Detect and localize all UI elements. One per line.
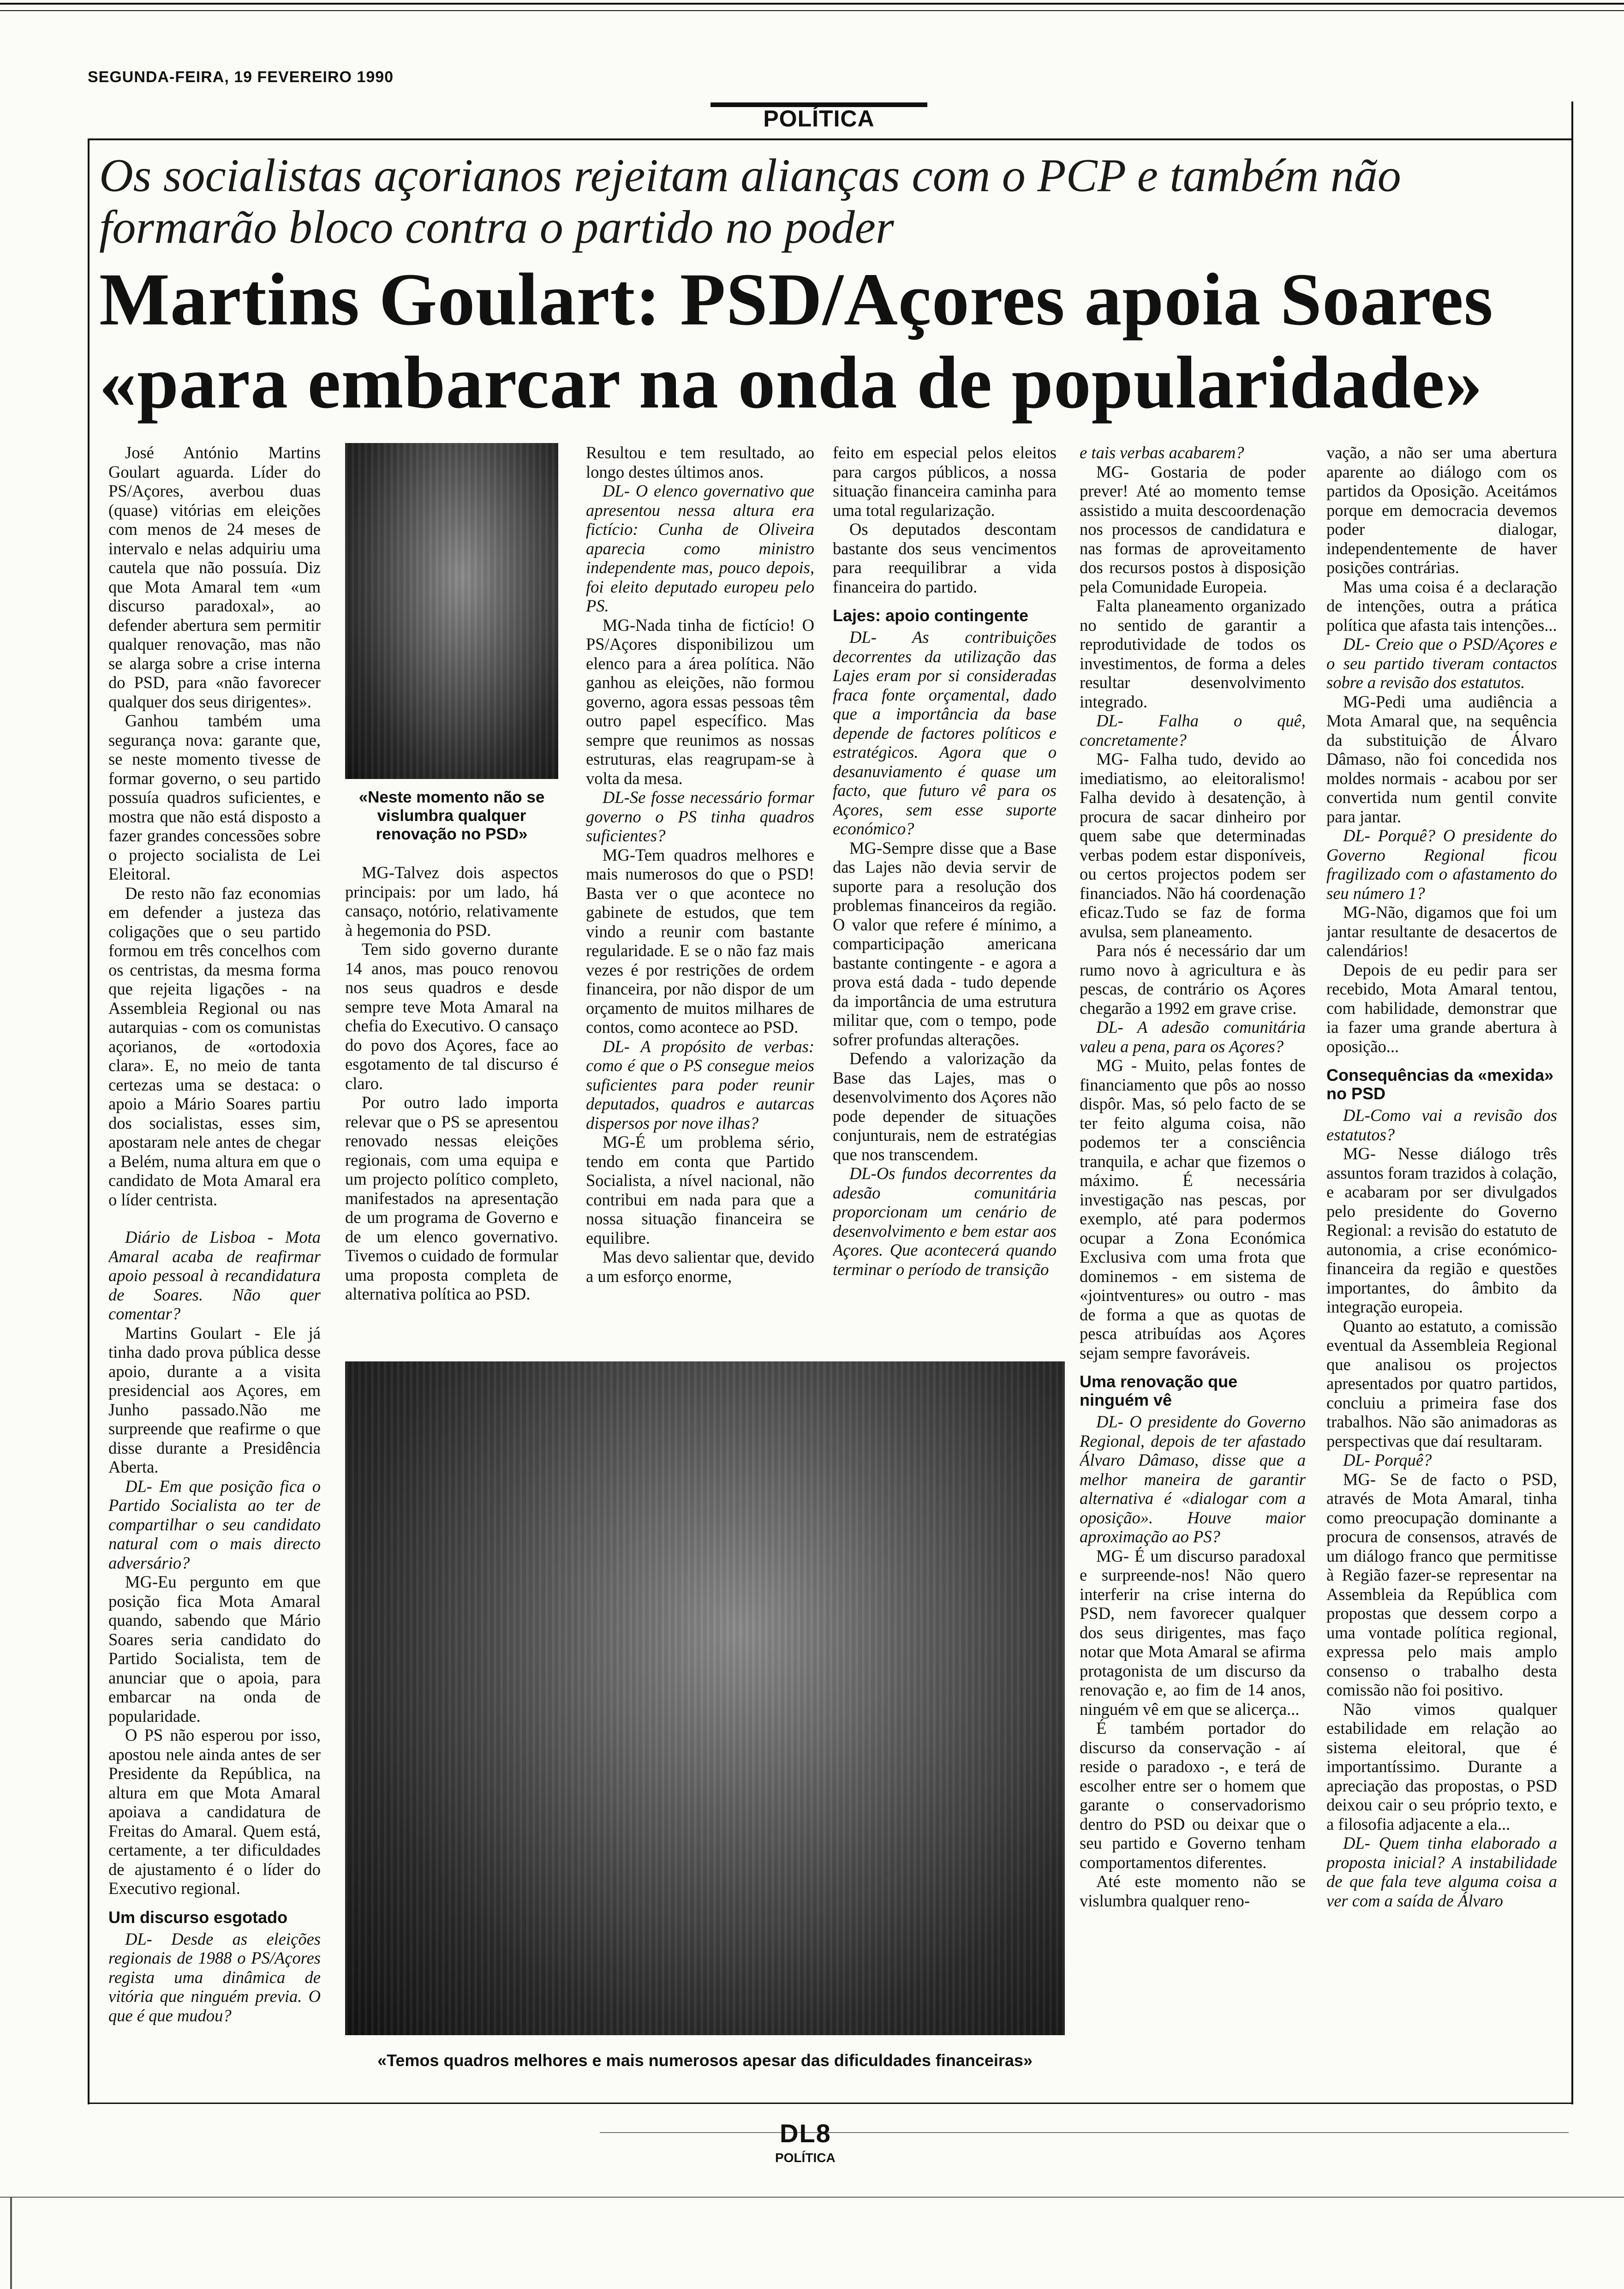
paragraph: Os deputados descontam bastante dos seus vencimentos para reequilibrar a vida financeira do partido. (833, 520, 1057, 596)
paragraph: Até este momento não se vislumbra qualquer reno- (1080, 1872, 1306, 1910)
paragraph: feito em especial pelos eleitos para cargos públicos, a nossa situação financeira caminha para uma total regularização. (833, 443, 1057, 520)
column-2 (345, 863, 558, 1324)
answer: MG-Tem quadros melhores e mais numerosos do que o PSD! Basta ver o que acontece no gabinete de estudos, que tem vindo a reunir com bastante regularidade. E se o não faz mais vezes é por restrições de ordem financeira, por não dispor de um orçamento de muitos milhares de contos, como acontece ao PSD. (586, 845, 814, 1037)
paragraph: Falta planeamento organizado no sentido de garantir a reprodutividade de todos os investimentos, de forma a deles resultar desenvolvimento integrado. (1080, 596, 1306, 711)
question: DL- Em que posição fica o Partido Socialista ao ter de compartilhar o seu candidato natural com o mais directo adversário? (108, 1476, 321, 1572)
frame-top-rule (88, 138, 1573, 140)
column-1 (108, 443, 321, 2086)
paragraph: O PS não esperou por isso, apostou nele ainda antes de ser Presidente da República, na altura em que Mota Amaral apoiava a candidatura de Freitas do Amaral. Quem está, certamente, a ter dificuldades de ajustamento é o líder do Executivo regional. (108, 1726, 321, 1898)
question: DL- Porquê? O presidente do Governo Regional ficou fragilizado com o afastamento do seu número 1? (1326, 826, 1557, 903)
bottom-left-edge (10, 2197, 12, 2289)
footer-dotted-rule (600, 2132, 1569, 2133)
paragraph: Por outro lado importa relevar que o PS se apresentou renovado nessas eleições regionais, com uma equipa e um projecto político completo, manifestados na apresentação de um programa de Governo e de um elenco governativo. Tivemos o cuidado de formular uma proposta completa de alternativa política ao PSD. (345, 1093, 558, 1303)
subheading-discurso-esgotado: Um discurso esgotado (108, 1907, 288, 1927)
headline-line-1: Martins Goulart: PSD/Açores apoia Soares (99, 258, 1493, 341)
paragraph: Tem sido governo durante 14 anos, mas pouco renovou nos seus quadros e desde sempre teve Mota Amaral na chefia do Executivo. O cansaço do povo dos Açores, face ao esgotamento de tal discurso é claro. (345, 940, 558, 1093)
subheading-lajes: Lajes: apoio contingente (833, 606, 1029, 625)
question: DL- A adesão comunitária valeu a pena, para os Açores? (1080, 1018, 1306, 1056)
answer: MG- Se de facto o PSD, através de Mota Amaral, tinha como preocupação dominante a procura de consensos, através de um diálogo franco que permitisse à Região fazer-se representar na Assembleia da República com propostas que dessem corpo a uma vontade política regional, expressa pelo mais amplo consenso o trabalho desta comissão não foi positivo. (1326, 1469, 1557, 1699)
question: DL- Falha o quê, concretamente? (1080, 711, 1306, 749)
answer: MG-Talvez dois aspectos principais: por um lado, há cansaço, notório, relativamente à hegemonia do PSD. (345, 863, 558, 940)
question: DL- Creio que o PSD/Açores e o seu partido tiveram contactos sobre a revisão dos estatutos. (1326, 635, 1557, 692)
top-edge-rule (0, 3, 1624, 5)
paragraph: Mas uma coisa é a declaração de intenções, outra a prática política que afasta tais intenções... (1326, 577, 1557, 635)
question: DL- O presidente do Governo Regional, depois de ter afastado Álvaro Dâmaso, disse que a melhor maneira de garantir alternativa é «dialogar com a oposição». Houve maior aproximação ao PS? (1080, 1412, 1306, 1546)
paragraph: Quanto ao estatuto, a comissão eventual da Assembleia Regional que analisou os projectos apresentados por quatro partidos, concluiu a primeira fase dos trabalhos. Não são animadoras as perspectivas que daí resultaram. (1326, 1316, 1557, 1450)
question: DL-Como vai a revisão dos estatutos? (1326, 1106, 1557, 1144)
column-6 (1326, 443, 1557, 2086)
answer: MG-Eu pergunto em que posição fica Mota Amaral quando, sabendo que Mário Soares seria candidato do Partido Socialista, tem de anunciar que o apoia, para embarcar na onda de popularidade. (108, 1572, 321, 1726)
question: e tais verbas acabarem? (1080, 443, 1244, 462)
paragraph: Ganhou também uma segurança nova: garante que, se neste momento tivesse de formar governo, o seu partido possuía quadros suficientes, e mostra que não está disposto a fazer grandes concessões sobre o projecto socialista de Lei Eleitoral. (108, 711, 321, 883)
question: DL- Porquê? (1343, 1450, 1432, 1469)
question: DL-Se fosse necessário formar governo o PS tinha quadros suficientes? (586, 788, 814, 845)
answer: Martins Goulart - Ele já tinha dado prova pública desse apoio, durante a a visita presidencial aos Açores, em Junho passado.Não me surpreende que reafirme o que disse durante a Presidência Aberta. (108, 1323, 321, 1476)
question: DL- Quem tinha elaborado a proposta inicial? A instabilidade de que fala teve alguma coisa a ver com a saída de Álvaro (1326, 1834, 1557, 1910)
paragraph: Para nós é necessário dar um rumo novo à agricultura e às pescas, de contrário os Açores chegarão a 1992 em grave crise. (1080, 941, 1306, 1018)
paragraph: Depois de eu pedir para ser recebido, Mota Amaral tentou, com habilidade, demonstrar que ia fazer uma grande abertura à oposição... (1326, 960, 1557, 1056)
subheading-consequencias: Consequências da «mexida» no PSD (1326, 1066, 1554, 1103)
question: DL- O elenco governativo que apresentou nessa altura era fictício: Cunha de Oliveira aparecia como ministro independente mas, pouco depois, foi eleito deputado europeu pelo PS. (586, 481, 814, 615)
frame-bottom-rule (88, 2103, 1573, 2104)
answer: MG- Falha tudo, devido ao imediatismo, ao eleitoralismo! Falha devido à desatenção, à procura de sacar dinheiro por quem sabe que determinadas verbas podem estar disponíveis, ou certos projectos podem ser financiados. Não há coordenação eficaz.Tudo se faz de forma avulsa, sem planeamento. (1080, 749, 1306, 941)
paragraph: vação, a não ser uma abertura aparente ao diálogo com os partidos da Oposição. Aceitámos porque em democracia devemos poder dialogar, independentemente de haver posições contrárias. (1326, 443, 1557, 577)
question: DL- As contribuições decorrentes da utilização das Lajes eram por si consideradas fraca fonte orçamental, dado que a importância da base depende de factores políticos e estratégicos. Agora que o desanuviamento é quase um facto, que futuro vê para os Açores, sem esse suporte económico? (833, 628, 1057, 838)
column-5 (1080, 443, 1306, 2086)
portrait-photo-large (345, 1361, 1065, 2035)
paragraph: Não vimos qualquer estabilidade em relação ao sistema eleitoral, que é importantíssimo. Durante a apreciação das propostas, o PSD deixou cair o seu próprio texto, e a filosofia adjacente a ela... (1326, 1699, 1557, 1834)
small-photo-caption: «Neste momento não se vislumbra qualquer renovação no PSD» (358, 788, 545, 843)
footer-section-tag: POLÍTICA (775, 2151, 836, 2165)
column-4 (833, 443, 1057, 1334)
bottom-edge-rule (0, 2197, 1624, 2198)
answer: MG-Pedi uma audiência a Mota Amaral que, na sequência da substituição de Álvaro Dâmaso, não foi concedida nos moldes normais - acabou por ser convertida num gentil convite para jantar. (1326, 692, 1557, 826)
large-photo-caption: «Temos quadros melhores e mais numerosos apesar das dificuldades financeiras» (377, 2051, 1033, 2070)
paragraph: É também portador do discurso da conservação - aí reside o paradoxo -, e terá de escolher entre ser o homem que garante o conservadorismo dentro do PSD ou deixar que o seu partido e Governo tenham comportamentos diferentes. (1080, 1719, 1306, 1872)
column-3 (586, 443, 814, 1334)
answer: MG-É um problema sério, tendo em conta que Partido Socialista, a nível nacional, não contribui em nada para que a nossa situação financeira se equilibre. (586, 1133, 814, 1247)
portrait-photo-small (345, 443, 558, 779)
paragraph: Mas devo salientar que, devido a um esforço enorme, (586, 1247, 814, 1286)
subheading-renovacao: Uma renovação que ninguém vê (1080, 1372, 1238, 1409)
answer: MG-Não, digamos que foi um jantar resultante de desacertos de calendários! (1326, 903, 1557, 960)
question: DL- Desde as eleições regionais de 1988 o PS/Açores regista uma dinâmica de vitória que ninguém previa. O que é que mudou? (108, 1929, 321, 2025)
paragraph: José António Martins Goulart aguarda. Líder do PS/Açores, averbou duas (quase) vitórias em eleições com menos de 24 meses de intervalo e nelas adquiriu uma cautela que não possuía. Diz que Mota Amaral tem «um discurso paradoxal», ao defender abertura sem permitir qualquer renovação, mas não se alarga sobre a crise interna do PSD, para «não favorecer qualquer dos seus dirigentes». (108, 443, 321, 711)
frame-right-rule (1571, 102, 1573, 2104)
question: Diário de Lisboa - Mota Amaral acaba de reafirmar apoio pessoal à recandidatura de Soares. Não quer comentar? (108, 1228, 321, 1323)
issue-date: SEGUNDA-FEIRA, 19 FEVEREIRO 1990 (88, 68, 394, 86)
answer: MG- Gostaria de poder prever! Até ao momento temse assistido a muita descoordenação nos processos de candidatura e nas formas de aproveitamento dos recursos postos à disposição pela Comunidade Europeia. (1080, 462, 1306, 596)
paragraph: Resultou e tem resultado, ao longo destes últimos anos. (586, 443, 814, 481)
article-headline (99, 258, 1552, 425)
paragraph: De resto não faz economias em defender a justeza das coligações que o seu partido formou em três concelhos com os centristas, da mesma forma que rejeita ligações - na Assembleia Regional ou nas autarquias - com os comunistas açorianos, de «ortodoxia clara». E, no meio de tanta certezas uma se destaca: o apoio a Mário Soares partiu dos socialistas, esses sim, apostaram nele antes de chegar a Belém, numa altura em que o candidato de Mota Amaral era o líder centrista. (108, 883, 321, 1209)
answer: MG- Nesse diálogo três assuntos foram trazidos à colação, e acabaram por ser divulgados pelo presidente do Governo Regional: a revisão do estatuto de autonomia, a crise económico-financeira da região e questões importantes, do âmbito da integração europeia. (1326, 1144, 1557, 1316)
headline-line-2: «para embarcar na onda de popularidade» (99, 342, 1483, 424)
answer: MG- É um discurso paradoxal e surpreende-nos! Não quero interferir na crise interna do PSD, nem favorecer qualquer dos seus dirigentes, mas faço notar que Mota Amaral se afirma protagonista de um discurso da renovação e, ao fim de 14 anos, ninguém vê em que se alicerça... (1080, 1546, 1306, 1719)
article-kicker: Os socialistas açorianos rejeitam alianças com o PCP e também não formarão bloco contra o partido no poder (99, 150, 1401, 253)
frame-left-rule (88, 138, 90, 2104)
page-number: DL8 (780, 2119, 831, 2148)
answer: MG-Sempre disse que a Base das Lajes não devia servir de suporte para a resolução dos problemas financeiros da região. O valor que refere é mínimo, a comparticipação americana bastante contingente - e agora a prova está dada - tudo depende da importância de uma estrutura militar que, com o tempo, pode sofrer profundas alterações. (833, 838, 1057, 1049)
question: DL-Os fundos decorrentes da adesão comunitária proporcionam um cenário de desenvolvimento e bem estar aos Açores. Que acontecerá quando terminar o período de transição (833, 1164, 1057, 1279)
answer: MG - Muito, pelas fontes de financiamento que pôs ao nosso dispôr. Mas, só pelo facto de se ter feito alguma coisa, não podemos ter a consciência tranquila, e achar que fizemos o máximo. É necessária investigação nas pescas, por exemplo, até para podermos ocupar a Zona Económica Exclusiva com uma frota que dominemos - em sistema de «jointventures» ou outro - mas de forma a que as quotas de pesca atribuídas aos Açores sejam sempre favoráveis. (1080, 1056, 1306, 1362)
question: DL- A propósito de verbas: como é que o PS consegue meios suficientes para poder reunir deputados, quadros e autarcas dispersos por nove ilhas? (586, 1037, 814, 1133)
top-edge-rule-2 (0, 10, 1624, 11)
paragraph: Defendo a valorização da Base das Lajes, mas o desenvolvimento dos Açores não pode depender de situações conjunturais, nem de estratégias que nos transcendem. (833, 1049, 1057, 1164)
section-tag: POLÍTICA (763, 106, 875, 132)
answer: MG-Nada tinha de fictício! O PS/Açores disponibilizou um elenco para a área política. Não ganhou as eleições, não formou governo, agora essas pessoas têm outro papel específico. Mas sempre que reunimos as nossas estruturas, elas reagrupam-se à volta da mesa. (586, 615, 814, 788)
